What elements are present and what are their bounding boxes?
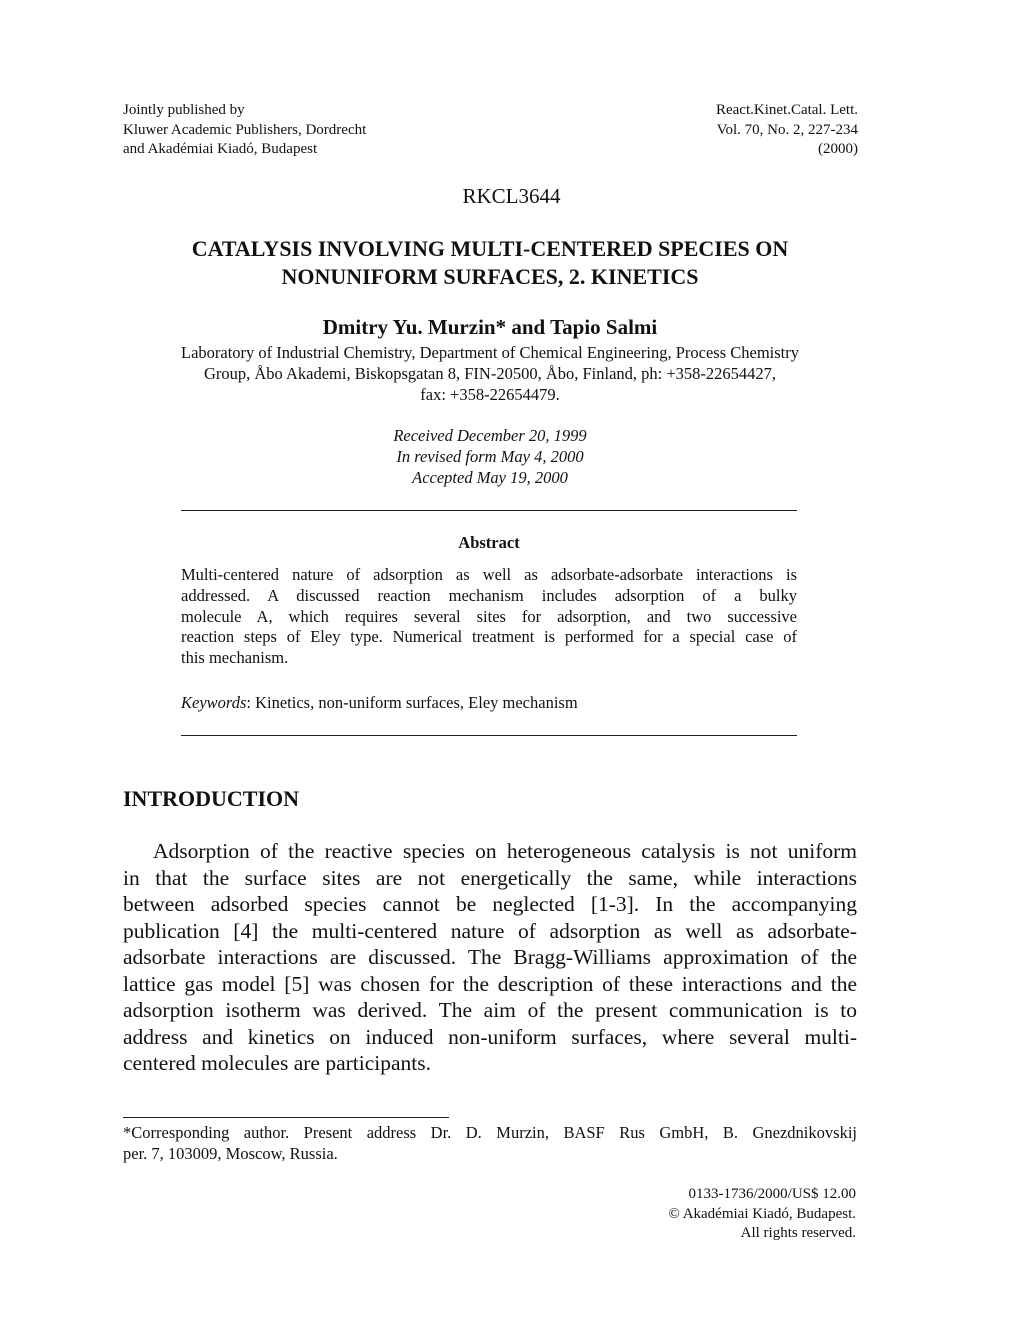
affiliation-line: Laboratory of Industrial Chemistry, Department of Chemical Engineering, Process Chemistry	[181, 343, 799, 362]
paragraph-line: adsorbate interactions are discussed. The Bragg-Williams approximation of the	[123, 945, 857, 969]
abstract-top-rule	[181, 510, 797, 511]
paragraph-line: address and kinetics on induced non-uniform surfaces, where several multi-	[123, 1024, 857, 1049]
affiliation-line: fax: +358-22654479.	[420, 385, 560, 404]
footnote-rule	[123, 1117, 449, 1118]
citation-line: Vol. 70, No. 2, 227-234	[716, 121, 858, 138]
copyright-line: 0133-1736/2000/US$ 12.00	[688, 1186, 856, 1202]
keywords-text: : Kinetics, non-uniform surfaces, Eley mechanism	[246, 693, 578, 712]
paragraph-line: between adsorbed species cannot be neglected [1-3]. In the accompanying	[123, 892, 857, 916]
accepted-date: Accepted May 19, 2000	[412, 468, 568, 487]
keywords	[181, 692, 578, 713]
paragraph-line: lattice gas model [5] was chosen for the description of these interactions and the	[123, 971, 857, 996]
author-names: Dmitry Yu. Murzin* and Tapio Salmi	[322, 315, 658, 339]
abstract-heading: Abstract	[458, 533, 520, 552]
publisher-info	[123, 101, 366, 160]
abstract-bottom-rule	[181, 735, 797, 736]
footnote-line: *Corresponding author. Present address Dr. D. Murzin, BASF Rus GmbH, B. Gnezdnikovskij	[123, 1123, 857, 1142]
revised-date: In revised form May 4, 2000	[396, 447, 584, 466]
paragraph-line: Adsorption of the reactive species on heterogeneous catalysis is not uniform	[153, 839, 857, 863]
affiliation-line: Group, Åbo Akademi, Biskopsgatan 8, FIN-20500, Åbo, Finland, ph: +358-22654427,	[203, 364, 777, 383]
paragraph-line: adsorption isotherm was derived. The aim of the present communication is to	[123, 998, 857, 1022]
title-line: NONUNIFORM SURFACES, 2. KINETICS	[281, 264, 699, 289]
abstract-line: this mechanism.	[181, 648, 289, 668]
paragraph-line: centered molecules are participants.	[123, 1051, 432, 1075]
publisher-line: Jointly published by	[123, 102, 245, 118]
corresponding-author-footnote	[123, 1122, 857, 1164]
section-heading-introduction: INTRODUCTION	[123, 786, 300, 811]
abstract-body	[181, 565, 797, 669]
title-line: CATALYSIS INVOLVING MULTI-CENTERED SPECIES ON	[191, 236, 789, 261]
abstract-line: molecule A, which requires several sites for adsorption, and two successive	[181, 606, 797, 626]
received-date: Received December 20, 1999	[393, 426, 587, 445]
paragraph-line: in that the surface sites are not energetically the same, while interactions	[123, 865, 857, 890]
citation-line: (2000)	[818, 141, 858, 157]
submission-dates	[123, 425, 857, 488]
publisher-line: and Akadémiai Kiadó, Budapest	[123, 141, 318, 157]
footnote-line: per. 7, 103009, Moscow, Russia.	[123, 1144, 338, 1163]
journal-citation	[716, 101, 858, 160]
introduction-body	[123, 838, 857, 1077]
copyright-line: © Akadémiai Kiadó, Budapest.	[668, 1205, 856, 1222]
paragraph-line: publication [4] the multi-centered nature of adsorption as well as adsorbate-	[123, 918, 857, 943]
abstract-line: Multi-centered nature of adsorption as well as adsorbate-adsorbate interactions is	[181, 565, 797, 584]
paper-title	[123, 235, 857, 291]
citation-line: React.Kinet.Catal. Lett.	[715, 102, 858, 118]
abstract-line: reaction steps of Eley type. Numerical treatment is performed for a special case of	[181, 627, 797, 647]
abstract-line: addressed. A discussed reaction mechanism includes adsorption of a bulky	[181, 585, 797, 605]
copyright-notice	[668, 1185, 856, 1244]
article-code: RKCL3644	[462, 184, 561, 208]
copyright-line: All rights reserved.	[740, 1225, 856, 1241]
keywords-label: Keywords	[181, 693, 247, 712]
publisher-line: Kluwer Academic Publishers, Dordrecht	[123, 121, 367, 138]
affiliation	[123, 342, 857, 405]
